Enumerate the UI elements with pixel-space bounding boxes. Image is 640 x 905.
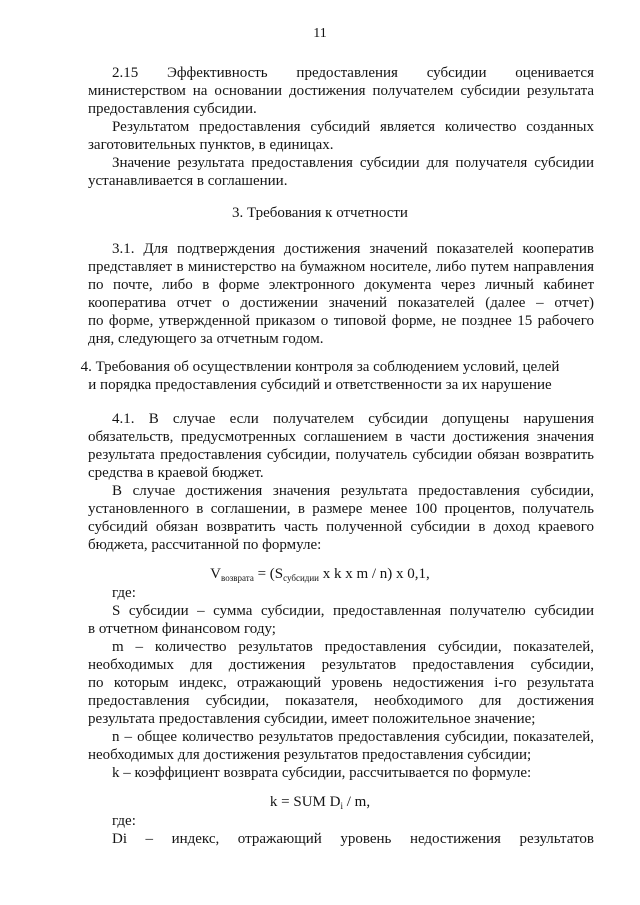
section-heading: 4. Требования об осуществлении контроля за соблюдением условий, целей [80, 359, 560, 375]
text-line: Результатом предоставления субсидий является количество созданных [112, 119, 594, 135]
formula-return [0, 565, 640, 587]
formula-s-subscript: субсидии [283, 573, 319, 583]
text-line: 4.1. В случае если получателем субсидии допущены нарушения [112, 411, 594, 427]
formula-v: V [210, 566, 222, 582]
formula-v-subscript: возврата [221, 573, 254, 583]
text-line: предоставления субсидии, показателя, необходимого для достижения [88, 693, 594, 709]
text-line: субсидий обязан возвратить часть полученной субсидии в доход краевого [88, 519, 594, 535]
text-line: k – коэффициент возврата субсидии, рассчитывается по формуле: [112, 765, 532, 781]
text-line: по почте, либо в форме электронного документа через личный кабинет [88, 277, 594, 293]
text-line: Di – индекс, отражающий уровень недостижения результатов [112, 831, 594, 847]
text-line: 2.15 Эффективность предоставления субсидии оценивается [112, 65, 594, 81]
formula-k-left: k = SUM D [269, 794, 341, 810]
text-line: В случае достижения значения результата предоставления субсидии, [112, 483, 594, 499]
text-line: результата предоставления субсидии, получатель субсидии обязан возвратить [88, 447, 594, 463]
page-number: 11 [313, 26, 327, 41]
text-line: S субсидии – сумма субсидии, предоставленная получателю субсидии [112, 603, 594, 619]
text-line: n – общее количество результатов предоставления субсидии, показателей, [112, 729, 594, 745]
text-line: заготовительных пунктов, в единицах. [88, 137, 334, 153]
text-line: где: [112, 585, 136, 601]
text-line: кооператива отчет о достижении значений показателей (далее – отчет) [88, 295, 594, 311]
text-line: устанавливается в соглашении. [88, 173, 288, 189]
text-line: в отчетном финансовом году; [88, 621, 276, 637]
formula-k-right: / m, [342, 794, 371, 810]
text-line: m – количество результатов предоставления субсидии, показателей, [112, 639, 594, 655]
text-line: средства в краевой бюджет. [88, 465, 264, 481]
formula-eq: = (S [253, 566, 284, 582]
formula-k-subscript: i [340, 801, 343, 811]
text-line: дня, следующего за отчетным годом. [88, 331, 324, 347]
section-heading: и порядка предоставления субсидий и ответственности за их нарушение [88, 377, 552, 393]
text-line: установленного в соглашении, в размере менее 100 процентов, получатель [88, 501, 594, 517]
text-line: необходимых для достижения результатов предоставления субсидии, [88, 657, 594, 673]
text-line: результата предоставления субсидии, имеет положительное значение; [88, 711, 536, 727]
text-line: по форме, утвержденной приказом о типовой форме, не позднее 15 рабочего [88, 313, 594, 329]
text-line: Значение результата предоставления субсидии для получателя субсидии [112, 155, 594, 171]
text-line: предоставления субсидии. [88, 101, 257, 117]
text-line: 3.1. Для подтверждения достижения значений показателей кооператив [112, 241, 594, 257]
text-line: по которым индекс, отражающий уровень недостижения i-го результата [88, 675, 594, 691]
text-line: министерством на основании достижения получателем субсидии результата [88, 83, 594, 99]
text-line: необходимых для достижения результатов предоставления субсидии; [88, 747, 532, 763]
formula-k [0, 793, 640, 815]
text-line: представляет в министерство на бумажном носителе, либо путем направления [88, 259, 594, 275]
text-line: где: [112, 813, 136, 829]
section-heading: 3. Требования к отчетности [232, 205, 408, 221]
formula-rest: x k x m / n) x 0,1, [318, 566, 430, 582]
text-line: бюджета, рассчитанной по формуле: [88, 537, 322, 553]
text-line: обязательств, предусмотренных соглашением в части достижения значения [88, 429, 594, 445]
